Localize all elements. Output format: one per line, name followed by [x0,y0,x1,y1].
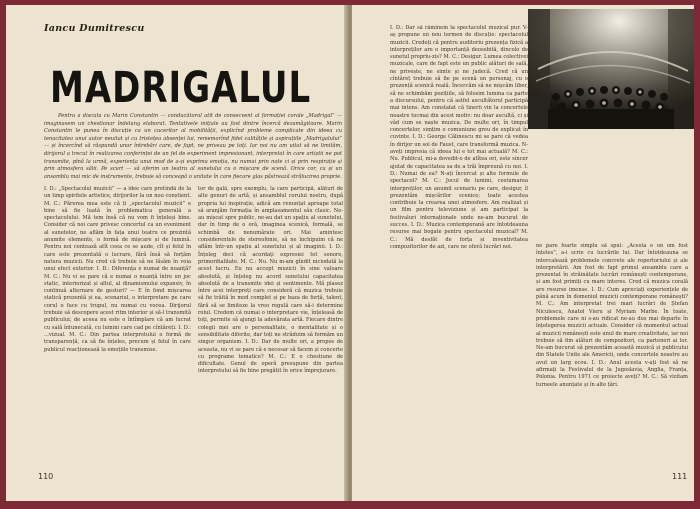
choir-photo-image [528,9,694,129]
right-column-1: I. D.: Dar să rămînem la spectacolul muzical pur. V-aș propune un nou termen de discuție: spectacolul muzicii. Credeți că pentru auditoriu prezența fizică a interpreților are o importanță deosebită, dincolo de sunetul propriu-zis? M. C.: Desigur. Lumea colectivei muzicale, care de fapt este un public alături de sală, ne privește, ne simte și ne judecă. Cred că un cîntăreț trebuie să fie pe scenă un personaj, cu o prezență scenică reală. Încercăm să ne mișcăm liber, să ne schimbăm pozițiile, să folosim lumina ca parte a discursului, pentru că astfel ascultătorul participă mai intens. Am constatat că tinerii vin la concertele noastre tocmai din acest motiv: nu doar ascultă, ci și văd cum se naște muzica. De multe ori, în timpul concertelor, simțim o comuniune greu de explicat în cuvinte. I. D.: George Călinescu mi se pare că vedea în dirijor un soi de Faust, care transformă muzica. N-aveți impresia că ideea lui e tot mai actuală? M. C.: Nu. Publicul, mi-a dovedit-o de atîtea ori, este sincer ajutat de capacitatea sa de a trăi împreună cu noi. I. D.: Numai de ea? N-ați încercat și alte formule de spectacol? M. C.: Jocul de lumini, costumarea interpreților, un anumit scenariu pe care, desigur, îl prezentăm mișcărilor scenice; toate acestea contribuie la crearea unei atmosfere. Am realizat și un film pentru televiziune și am participat la festivaluri internaționale unde ne-am bucurat de succes. I. D.: Muzica contemporană are întotdeauna resurse mai bogate pentru spectacolul muzical? M. C.: Mă desfăt de forța și inventivitatea compozitorilor de azi, care ne oferă lucrări noi. [390,25,528,250]
intro-paragraph: Pentru a discuta cu Marin Constantin — conducătorul atît de consecvent al formației corale „Madrigal” — imaginasem un chestionar îndelung elaborat. Tentativele inițiale au fost dintre încercă dezamăgitoare. Marin Constantin le punea în discuție ca un cuceritor al mobilității, explicînd probleme complicate din ideea cu tenacitatea unui autor neuitat și cu tristețea absenței lui, rememorînd fidel calitățile și aspirațiile „Madrigalului” — și încercînd să răspundă unor întrebări care, de fapt, ne priveau pe toți. Iar noi nu am uitat să ne limităm, dirijorul a trecut în realizarea conferinței de un fel de experiment impresionant, interpretat în care artiștii ne pot transmite, pînă la urmă, experiența unui mod de a-și exprima emoția, nu numai prin note ci și prin respirație și prin atmosfera sălii. Pe scurt — să oferim un teatru al sunetului cu o mișcare de scenă. Orice cor, ca și un ansamblu mai mic de instrumente, trebuie să conceapă o unitate în care fiecare glas păstrează strălucirea proprie. [44,113,342,180]
article-title: MADRIGALUL [50,63,312,113]
page-number-left: 110 [38,472,54,481]
author-name: Iancu Dumitrescu [44,23,145,34]
left-column-2: tor de gală, spre exemplu, la care participă, alături de alte genuri de artă, și ansamblul corului nostru, după propria lui inspirație, adică am renunțat aproape total să aranjăm formația în amplasamentul său clasic. Ne-au mișcat spre public, ne-au dat un spațiu al sunetului, dar în timp de o oră, imaginea scenică, formală, se schimbă de nenumărate ori. Mai amintesc considerentele de stereofonie, să ne închipuim că ne aflăm într-un spațiu al sunetului și al imaginii. I. D.: Înțeleg deci că acordați expresiei tot sonore, primordialitate. M. C.: Nu. Nu m-am gîndit niciodată la acest lucru. Eu nu accept muzicii în sine valoare absolută, și înțeleg nu acord sunetului capacitatea absolută de a transmite idei și sentimente. Mă plasez între acei interpreți care consideră că muzica trebuie să fie trăită în mod complet și pe baza de forță, talent, fără să se limiteze la vreo regulă care să-i determine rolul. Credem că numai o interpretare vie, înțeleasă de toți, permite să ajungi la adevărata artă. Fiecare dintre colegii mei are o personalitate, o mentalitate și o sensibilitate diferite, dar toți ne străduim să formăm un singur organism. I. D.: Dar de multe ori, a propos de aceasta, nu vi se pare că e necesar să facem și concerte cu programe tematice? M. C.: E o chestiune de dificultate. Genul de operă presupune din partea interpretului să fie bine pregătit în orice împrejurare. [198,186,343,375]
left-page [6,5,348,501]
right-page [352,5,694,501]
right-column-2: ne pare foarte simplu să spui: „Acesta e un om fost înțeles”, a-i scrie cu lucrările lui. Dar întotdeauna se intercalează problemele concrete ale repertoriului și ale interpretării. Am fost de fapt primul ansamblu care a prezentat în străinătate lucrări românești contemporane, și am fost primiți cu mare interes. Cred că muzica corală are resurse imense. I. D.: Cum apreciați experiențele de până acum în domeniul muzicii contemporane românești? M. C.: Am interpretat trei mari lucrări de Ștefan Niculescu, Anatol Vieru și Myriam Marbe. În toate, problemele care ni s-au ridicat ne-au dus mai departe în înțelegerea muzicii actuale. Consider că momentul actual al muzicii românești este unul de mare creativitate, iar noi trebuie să fim alături de compozitori, ca parteneri ai lor. Ne-am bucurat să prezentăm această muzică și publicului din Statele Unite ale Americii, unde concertele noastre au avut un larg ecou. I. D.: Anul acesta v-ați fost să ne afirmați la Festivalul de la Jugoslavia, Anglia, Franța, Polonia. Pentru 1971 ce proiecte aveți? M. C.: Să vizitam turneele anunțate și în alte țări. [536,243,688,388]
magazine-spread [6,5,694,501]
page-number-right: 111 [672,472,688,481]
choir-photo [528,9,694,129]
left-column-1: I. D.: „Spectacolul muzicii” — a idee care pretindă de la un timp spiritele artistice, dirijorilor la un nou conștient. M. C.: Părerea mea este că ți „spectacolul muzicii” e bine să fie luată în problematica generală a spectacolului. Mă tem însă că nu vom fi înțeleși bine. Consider că noi care privesc concertul ca un eveniment al sunetelor, ne aflăm în fața unui teatru ce prezintă anumite elemente, o formă de mișcare și de lumină. Pentru noi contează atît ceea ce se aude, cît și felul în care este prezentată o lucrare, fără însă să forțăm natura muzicii. Nu cred că trebuie să ne lăsăm în voia unui efect exterior. I. D.: Diferența e numai de nuanță? M. C.: Nu vi se pare că e numai o nuanță între un joc static, interiorizat și altul, al dinamismului expansiv, în continuă alternare de gesturi? — E în fond mișcarea statică prezentă și ea, scenariul, o interpretare pe care corul o face cu trupul, nu numai cu vocea. Dirijorul trebuie să descopere acest ritm interior și să-l transmită publicului; de aceea nu este o întîmplare că am lucrat cu sală întunecată, cu lumini care cad pe cîntăreți. I. D.: ...vizual. M. C.: Din partea interpretului o formă de transparență, ca să fie înțeles, precum și felul în care publicul reacționează la emoțiile transmise. [44,186,191,353]
